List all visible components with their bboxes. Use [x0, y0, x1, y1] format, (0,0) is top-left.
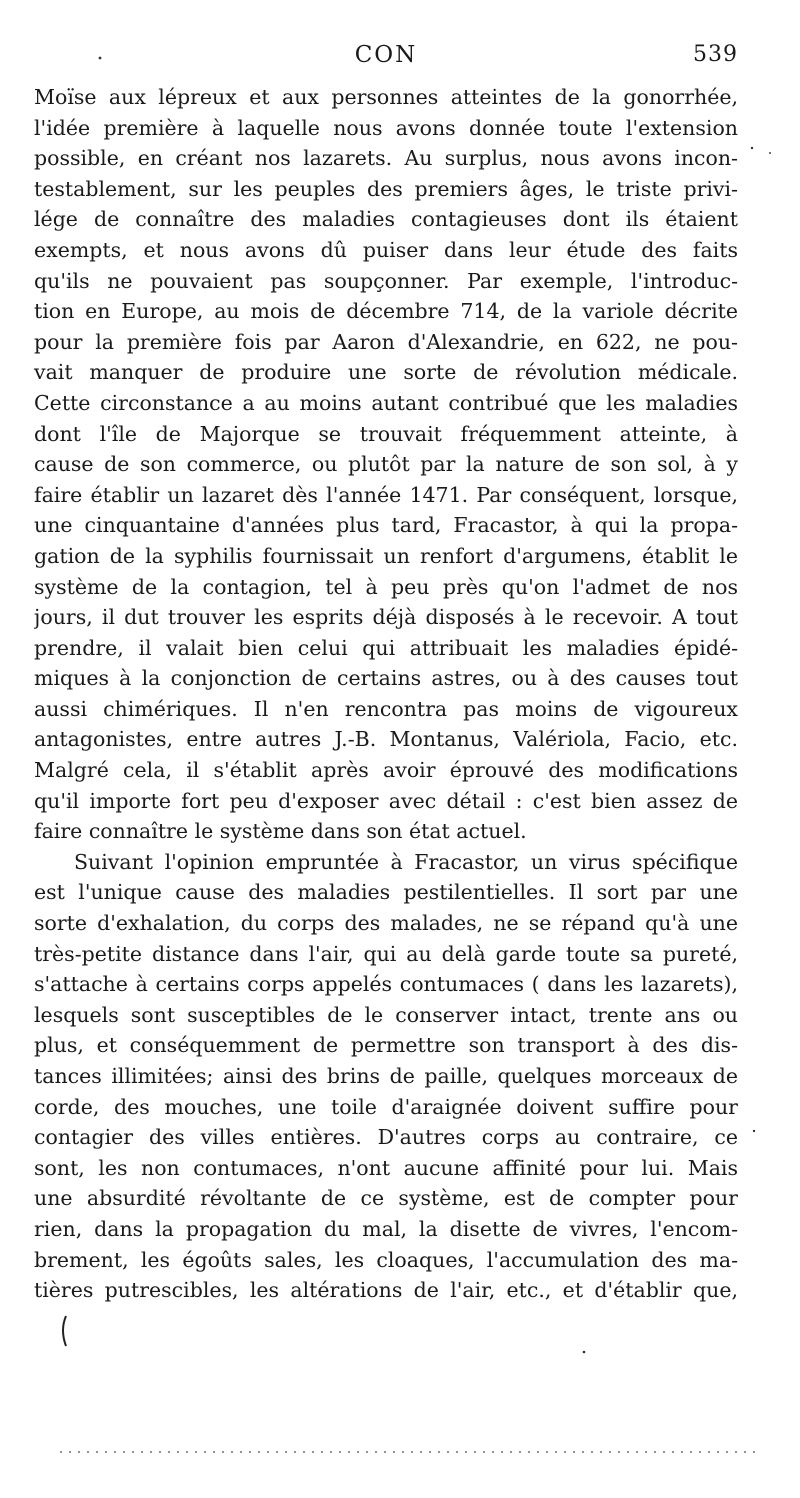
text-line: rien, dans la propagation du mal, la disette de vivres, l'encom-	[34, 1216, 738, 1241]
text-line: l'idée première à laquelle nous avons donnée toute l'extension	[34, 115, 738, 140]
text-line: contagier des villes entières. D'autres corps au contraire, ce	[34, 1125, 738, 1150]
text-line: dont l'île de Majorque se trouvait fréquemment atteinte, à	[34, 421, 738, 446]
text-line: Cette circonstance a au moins autant contribué que les maladies	[34, 390, 738, 415]
text-line: cause de son commerce, ou plutôt par la nature de son sol, à y	[34, 452, 738, 477]
ink-speck	[583, 1351, 586, 1354]
text-line: sont, les non contumaces, n'ont aucune affinité pour lui. Mais	[34, 1155, 738, 1180]
text-line: plus, et conséquemment de permettre son transport à des dis-	[34, 1033, 738, 1058]
text-line: Suivant l'opinion empruntée à Fracastor, un virus spécifique	[74, 849, 738, 874]
text-line: brement, les égoûts sales, les cloaques, l'accumulation des ma-	[34, 1247, 738, 1272]
text-line: Malgré cela, il s'établit après avoir éprouvé des modifications	[34, 758, 738, 783]
text-line: lesquels sont susceptibles de le conserver intact, trente ans ou	[34, 1002, 738, 1027]
text-line: Moïse aux lépreux et aux personnes atteintes de la gonorrhée,	[34, 85, 738, 109]
text-line: jours, il dut trouver les esprits déjà disposés à le recevoir. A tout	[34, 605, 738, 630]
text-line: tières putrescibles, les altérations de l'air, etc., et d'établir que,	[34, 1278, 738, 1303]
text-line: gation de la syphilis fournissait un renfort d'argumens, établit le	[34, 543, 738, 568]
text-line: très-petite distance dans l'air, qui au delà garde toute sa pureté,	[34, 941, 738, 966]
text-line: pour la première fois par Aaron d'Alexandrie, en 622, ne pou-	[34, 329, 738, 354]
text-line: tion en Europe, au mois de décembre 714, de la variole décrite	[34, 299, 738, 324]
text-line: tances illimitées; ainsi des brins de paille, quelques morceaux de	[34, 1064, 738, 1088]
text-line: testablement, sur les peuples des premiers âges, le triste privi-	[34, 176, 738, 201]
running-head: CON	[354, 42, 418, 68]
stray-bracket	[63, 1316, 66, 1346]
text-line: une cinquantaine d'années plus tard, Fracastor, à qui la propa-	[34, 513, 738, 538]
body-text	[34, 82, 738, 1306]
ink-speck	[753, 1130, 755, 1132]
text-line: lége de connaître des maladies contagieuses dont ils étaient	[34, 207, 738, 232]
ink-speck	[751, 147, 753, 149]
text-line: corde, des mouches, une toile d'araignée doivent suffire pour	[34, 1094, 738, 1119]
text-line: miques à la conjonction de certains astres, ou à des causes tout	[34, 666, 738, 691]
text-line: une absurdité révoltante de ce système, est de compter pour	[34, 1186, 738, 1211]
text-line: faire établir un lazaret dès l'année 1471. Par conséquent, lorsque,	[34, 482, 738, 507]
ink-speck	[769, 152, 771, 154]
text-line: qu'il importe fort peu d'exposer avec détail : c'est bien assez de	[34, 788, 738, 813]
text-line: vait manquer de produire une sorte de révolution médicale.	[34, 360, 738, 385]
text-line: système de la contagion, tel à peu près qu'on l'admet de nos	[34, 574, 738, 599]
text-line: s'attache à certains corps appelés contumaces ( dans les lazarets),	[34, 972, 738, 997]
text-line: sorte d'exhalation, du corps des malades, ne se répand qu'à une	[34, 911, 738, 936]
text-line: possible, en créant nos lazarets. Au surplus, nous avons incon-	[34, 146, 738, 171]
text-line: antagonistes, entre autres J.-B. Montanus, Valériola, Facio, etc.	[34, 727, 738, 752]
text-line: qu'ils ne pouvaient pas soupçonner. Par exemple, l'introduc-	[34, 268, 738, 293]
text-line: est l'unique cause des maladies pestilentielles. Il sort par une	[34, 880, 738, 905]
text-line: faire connaître le système dans son état actuel.	[34, 819, 527, 844]
page-number: 539	[693, 42, 738, 67]
page-header	[34, 42, 738, 78]
text-line: prendre, il valait bien celui qui attribuait les maladies épidé-	[34, 635, 738, 660]
text-line: exempts, et nous avons dû puiser dans leur étude des faits	[34, 237, 738, 262]
text-line: aussi chimériques. Il n'en rencontra pas moins de vigoureux	[34, 696, 738, 721]
